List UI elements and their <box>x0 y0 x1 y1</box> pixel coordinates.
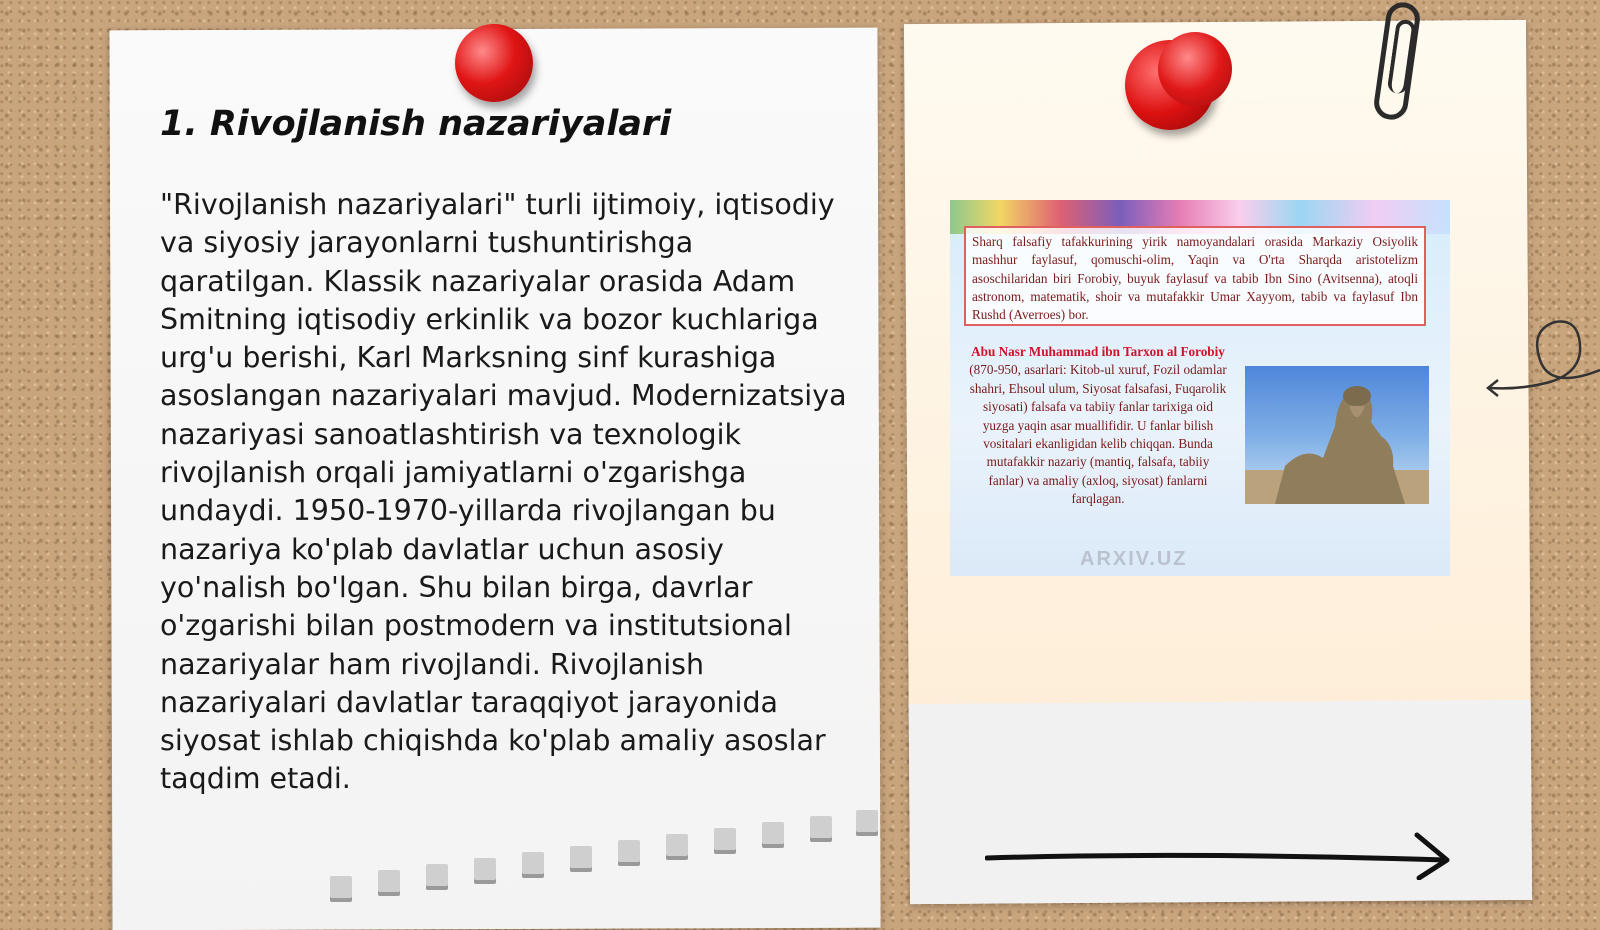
section-title: 1. Rivojlanish nazariyalari <box>160 104 672 144</box>
curl-arrow-doodle-icon <box>1480 310 1600 410</box>
slide-intro-box: Sharq falsafiy tafakkurining yirik namoyandalari orasida Markaziy Osiyolik mashhur faylasuf, qomuschi-olim, Yaqin va O'rta Sharqda aristotelizm asoschilaridan biri Forobiy, buyuk faylasuf va tabib Ibn Sino (Avitsenna), atoqli astronom, matematik, shoir va mutafakkir Umar Xayyom, tabib va faylasuf Ibn Rushd (Averroes) bor. <box>964 226 1426 326</box>
bio-name: Abu Nasr Muhammad ibn Tarxon al Forobiy <box>971 344 1225 359</box>
red-pushpin-icon <box>455 24 533 102</box>
right-arrow-icon <box>985 830 1455 880</box>
red-pushpin-icon <box>1158 32 1232 106</box>
section-body-text: "Rivojlanish nazariyalari" turli ijtimoiy, iqtisodiy va siyosiy jarayonlarni tushuntirishga qaratilgan. Klassik nazariyalar orasida Adam Smitning iqtisodiy erkinlik va bozor kuchlariga urg'u berishi, Karl Marksning sinf kurashiga asoslangan nazariyalari mavjud. Modernizatsiya nazariyasi sanoatlashtirish va texnologik rivojlanish orqali jamiyatlarni o'zgarishga undaydi. 1950-1970-yillarda rivojlangan bu nazariya ko'plab davlatlar uchun asosiy yo'nalish bo'lgan. Shu bilan birga, davrlar o'zgarishi bilan postmodern va institutsional nazariyalar ham rivojlandi. Rivojlanish nazariyalari davlatlar taraqqiyot jarayonida siyosat ishlab chiqishda ko'plab amaliy asoslar taqdim etadi. <box>160 188 847 796</box>
embedded-slide-image <box>950 200 1450 576</box>
slide-watermark: ARXIV.UZ <box>1080 548 1188 570</box>
torn-notebook-tabs <box>320 810 880 900</box>
statue-photo <box>1245 366 1429 504</box>
slide-bio-text <box>968 343 1228 509</box>
bio-details: (870-950, asarlari: Kitob-ul xuruf, Fozil odamlar shahri, Ehsoul ulum, Siyosat falsafasi, Fuqarolik siyosati) falsafa va tabiiy fanlar tarixiga oid yuzga yaqin asar muallifidir. U fanlar bilish vositalari ekanligidan kelib chiqqan. Bunda mutafakkir nazariy (mantiq, falsafa, tabiiy fanlar) va amaliy (axloq, siyosat) fanlarni farqlagan. <box>969 362 1227 507</box>
